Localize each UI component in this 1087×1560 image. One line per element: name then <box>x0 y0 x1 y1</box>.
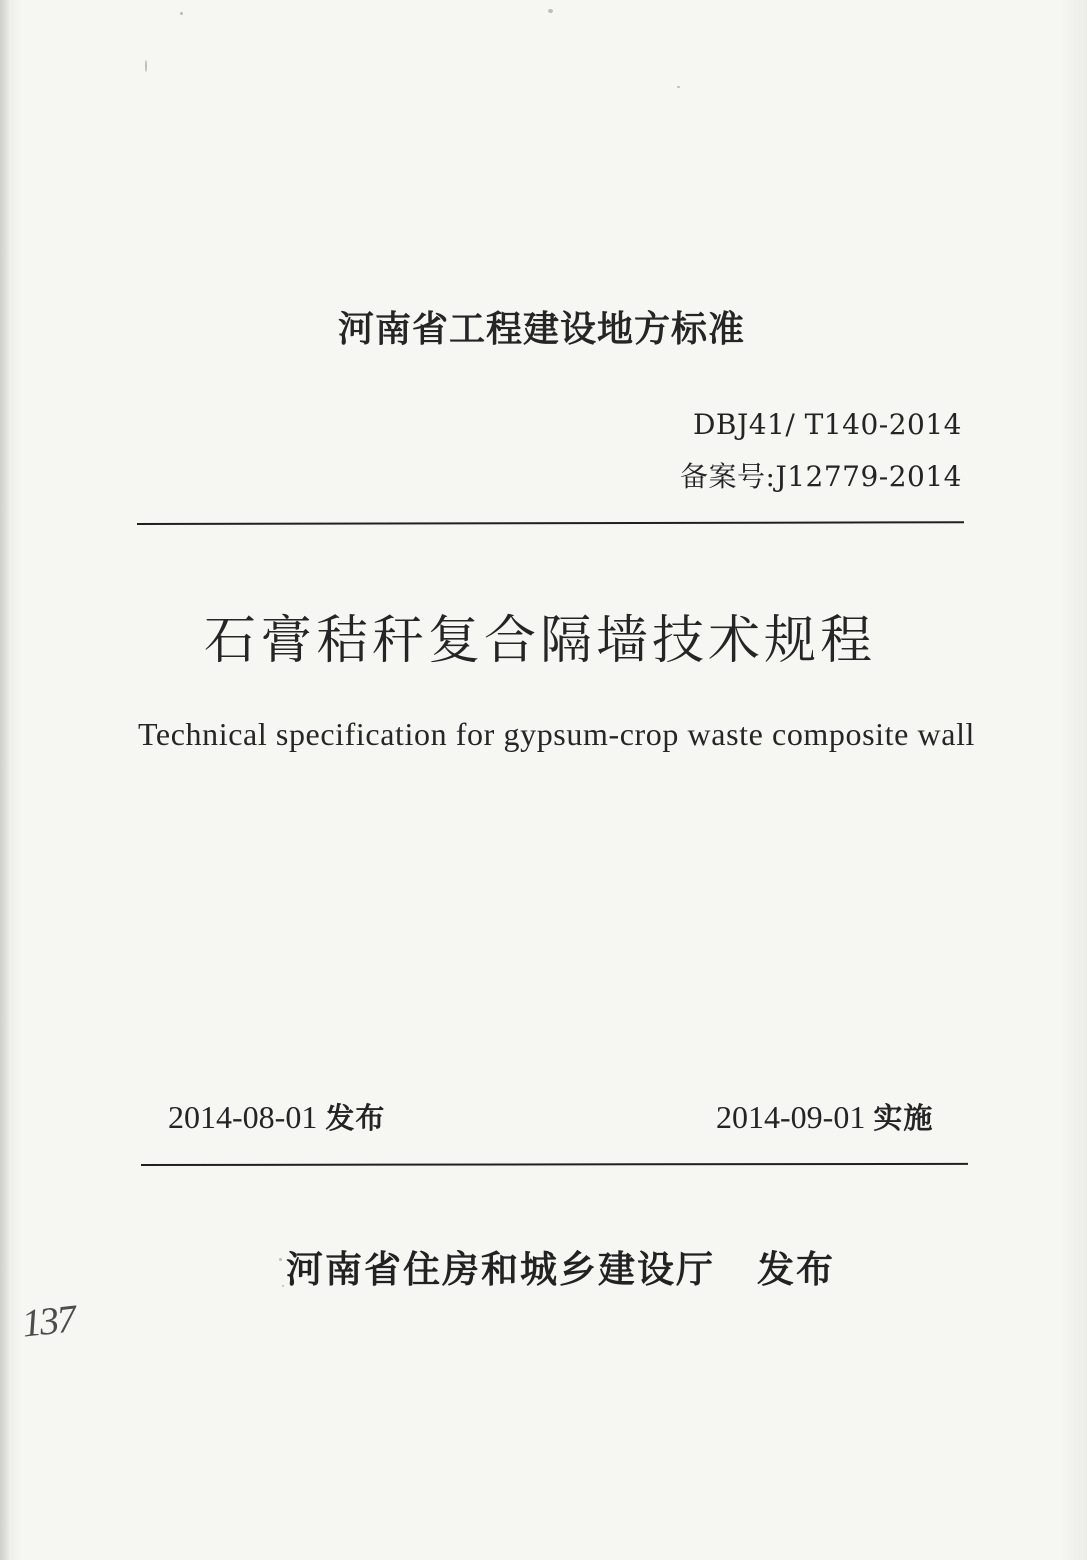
effective-label: 实施 <box>873 1101 934 1135</box>
record-number: 备案号:J12779-2014 <box>680 460 962 493</box>
document-title-chinese: 石膏秸秆复合隔墙技术规程 <box>204 611 877 671</box>
issue-date-block <box>168 1096 385 1137</box>
top-divider <box>137 521 964 525</box>
issue-label: 发布 <box>325 1101 386 1135</box>
scan-speck <box>548 9 553 13</box>
publisher-action: 发布 <box>757 1248 835 1291</box>
document-title-english: Technical specification for gypsum-crop waste composite wall <box>138 716 976 752</box>
bottom-divider <box>141 1163 968 1166</box>
effective-date-block <box>716 1096 933 1137</box>
scan-speck <box>282 1285 284 1287</box>
scan-speck <box>279 1258 282 1261</box>
scan-speck <box>180 12 183 15</box>
publisher-line <box>286 1239 835 1293</box>
publisher-name: 河南省住房和城乡建设厅 <box>286 1248 715 1291</box>
scan-speck <box>145 60 147 72</box>
effective-date: 2014-09-01 <box>716 1099 866 1135</box>
page-edge-shadow <box>0 0 10 1560</box>
header-title: 河南省工程建设地方标准 <box>338 309 746 350</box>
issue-date: 2014-08-01 <box>168 1099 318 1135</box>
handwritten-page-number: 137 <box>19 1297 77 1346</box>
standard-number: DBJ41/ T140-2014 <box>692 408 962 441</box>
scan-speck <box>677 86 680 88</box>
